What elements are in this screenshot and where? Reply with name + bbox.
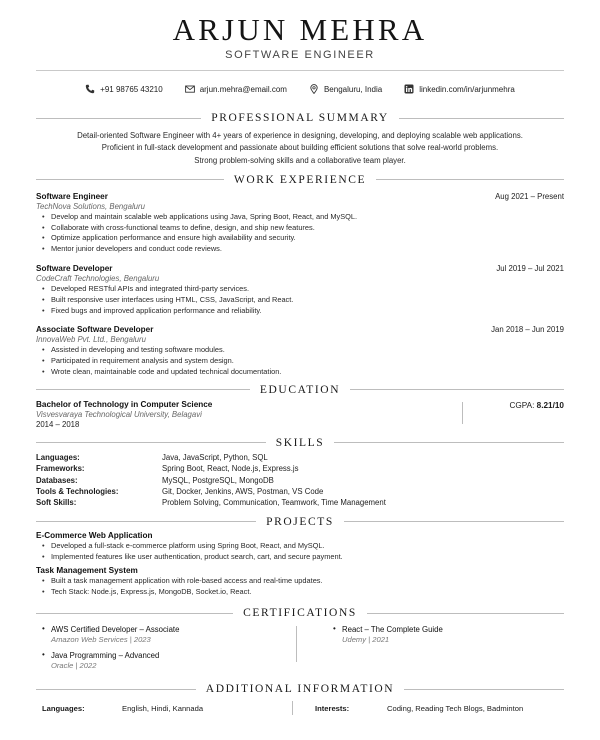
project-bullets: [36, 541, 564, 563]
contact-linkedin-text: linkedin.com/in/arjunmehra: [419, 84, 515, 94]
job-entry: [36, 325, 564, 377]
skill-key: Soft Skills:: [36, 498, 77, 508]
cgpa-value: 8.21/10: [536, 400, 564, 410]
cert-issuer: Udemy | 2021: [342, 635, 390, 645]
contact-linkedin[interactable]: [404, 84, 515, 94]
contact-location: [309, 84, 382, 94]
job-company: CodeCraft Technologies, Bengaluru: [36, 274, 160, 284]
additional-divider: [292, 701, 293, 715]
skill-value: Problem Solving, Communication, Teamwork, Time Management: [162, 498, 386, 508]
bullet-item: • Fixed bugs and improved application performance and reliability.: [36, 306, 564, 317]
linkedin-icon: [404, 84, 414, 94]
education-entry: [36, 400, 564, 429]
contact-phone[interactable]: [85, 84, 163, 94]
job-entry: [36, 192, 564, 255]
languages-value: English, Hindi, Kannada: [122, 703, 204, 713]
cgpa: [463, 400, 564, 429]
bullet-item: • Developed RESTful APIs and integrated third-party services.: [36, 284, 564, 295]
bullet-item: • Participated in requirement analysis and system design.: [36, 356, 564, 367]
location-icon: [309, 84, 319, 94]
phone-icon: [85, 84, 95, 94]
cert-name: • Java Programming – Advanced: [51, 651, 160, 661]
section-skills: [36, 436, 564, 450]
section-projects: [36, 515, 564, 529]
header-divider: [36, 70, 564, 71]
bullet-item: • Optimize application performance and ensure high availability and security.: [36, 233, 564, 244]
contact-phone-text: +91 98765 43210: [100, 84, 163, 94]
skills-table: [36, 452, 564, 509]
bullet-item: • Built a task management application with role-based access and real-time updates.: [36, 576, 564, 587]
interests-label: Interests:: [315, 703, 350, 713]
section-title-summary: PROFESSIONAL SUMMARY: [211, 112, 389, 124]
job-bullets: [36, 345, 564, 377]
candidate-role: SOFTWARE ENGINEER: [225, 49, 375, 61]
section-title-projects: PROJECTS: [266, 515, 334, 528]
bullet-item: • Mentor junior developers and conduct code reviews.: [36, 244, 564, 255]
section-title-experience: WORK EXPERIENCE: [233, 173, 367, 186]
bullet-item: • Developed a full-stack e-commerce platform using Spring Boot, React, and MySQL.: [36, 541, 564, 552]
cert-item: [36, 624, 296, 645]
skill-key: Databases:: [36, 475, 78, 485]
school-name: Visvesvaraya Technological University, Belagavi: [36, 409, 202, 419]
degree-title: Bachelor of Technology in Computer Science: [36, 399, 213, 409]
job-company: TechNova Solutions, Bengaluru: [36, 201, 145, 211]
job-title: Software Engineer: [36, 191, 108, 201]
languages-label: Languages:: [42, 703, 85, 713]
cert-name: • AWS Certified Developer – Associate: [51, 625, 180, 635]
cert-item: [327, 624, 557, 645]
job-dates: Jan 2018 – Jun 2019: [491, 325, 564, 335]
certifications-list: [36, 624, 564, 676]
candidate-name: ARJUN MEHRA: [172, 12, 428, 47]
bullet-item: • Implemented features like user authentication, product search, cart, and secure payment.: [36, 552, 564, 563]
project-bullets: [36, 576, 564, 598]
education-years: 2014 – 2018: [36, 419, 80, 429]
bullet-item: • Develop and maintain scalable web applications using Java, Spring Boot, React, and MySQL.: [36, 212, 564, 223]
project-title: E-Commerce Web Application: [36, 530, 153, 540]
section-title-education: EDUCATION: [259, 383, 341, 396]
contact-location-text: Bengaluru, India: [323, 84, 383, 94]
section-certifications: [36, 606, 564, 620]
additional-info: [36, 701, 564, 715]
job-dates: Aug 2021 – Present: [495, 191, 564, 201]
cert-name: • React – The Complete Guide: [342, 625, 443, 635]
cgpa-label: CGPA:: [509, 400, 535, 410]
job-entry: [36, 264, 564, 316]
section-title-skills: SKILLS: [275, 436, 325, 449]
interests-value: Coding, Reading Tech Blogs, Badminton: [387, 703, 524, 713]
skill-key: Tools & Technologies:: [36, 487, 119, 497]
contact-bar: [36, 83, 564, 95]
skill-value: Java, JavaScript, Python, SQL: [162, 452, 268, 462]
section-title-additional: ADDITIONAL INFORMATION: [205, 683, 395, 696]
project-entry: [36, 566, 564, 598]
section-experience: [36, 173, 564, 187]
contact-email-text: arjun.mehra@email.com: [199, 84, 287, 94]
section-title-certifications: CERTIFICATIONS: [243, 607, 357, 620]
contact-email[interactable]: [185, 84, 287, 94]
skill-key: Languages:: [36, 452, 80, 462]
skill-value: Spring Boot, React, Node.js, Express.js: [162, 464, 299, 474]
project-title: Task Management System: [36, 566, 138, 576]
bullet-item: • Assisted in developing and testing software modules.: [36, 345, 564, 356]
section-summary: [36, 111, 564, 125]
mail-icon: [185, 84, 195, 94]
section-education: [36, 383, 564, 397]
cert-issuer: Amazon Web Services | 2023: [51, 635, 151, 645]
bullet-item: • Collaborate with cross-functional teams to define, design, and ship new features.: [36, 223, 564, 234]
section-additional: [36, 682, 564, 696]
cert-issuer: Oracle | 2022: [51, 661, 97, 671]
skill-value: Git, Docker, Jenkins, AWS, Postman, VS Code: [162, 487, 324, 497]
summary-text: Detail-oriented Software Engineer with 4+ years of experience in designing, developing, and deploying scalable web applications. Proficient in full-stack development and passionate about building efficient solutions that solve real-world problems. Strong problem-solving skills and a collaborative team player.: [77, 131, 523, 165]
skill-key: Frameworks:: [36, 464, 85, 474]
job-bullets: [36, 212, 564, 255]
bullet-item: • Tech Stack: Node.js, Express.js, MongoDB, Socket.io, React.: [36, 587, 564, 598]
job-dates: Jul 2019 – Jul 2021: [496, 264, 564, 274]
job-title: Software Developer: [36, 264, 113, 274]
job-company: InnovaWeb Pvt. Ltd., Bengaluru: [36, 335, 146, 345]
skill-value: MySQL, PostgreSQL, MongoDB: [162, 475, 274, 485]
job-bullets: [36, 284, 564, 316]
bullet-item: • Built responsive user interfaces using HTML, CSS, JavaScript, and React.: [36, 295, 564, 306]
cert-item: [36, 650, 296, 671]
job-title: Associate Software Developer: [36, 325, 154, 335]
project-entry: [36, 531, 564, 563]
bullet-item: • Wrote clean, maintainable code and updated technical documentation.: [36, 367, 564, 378]
